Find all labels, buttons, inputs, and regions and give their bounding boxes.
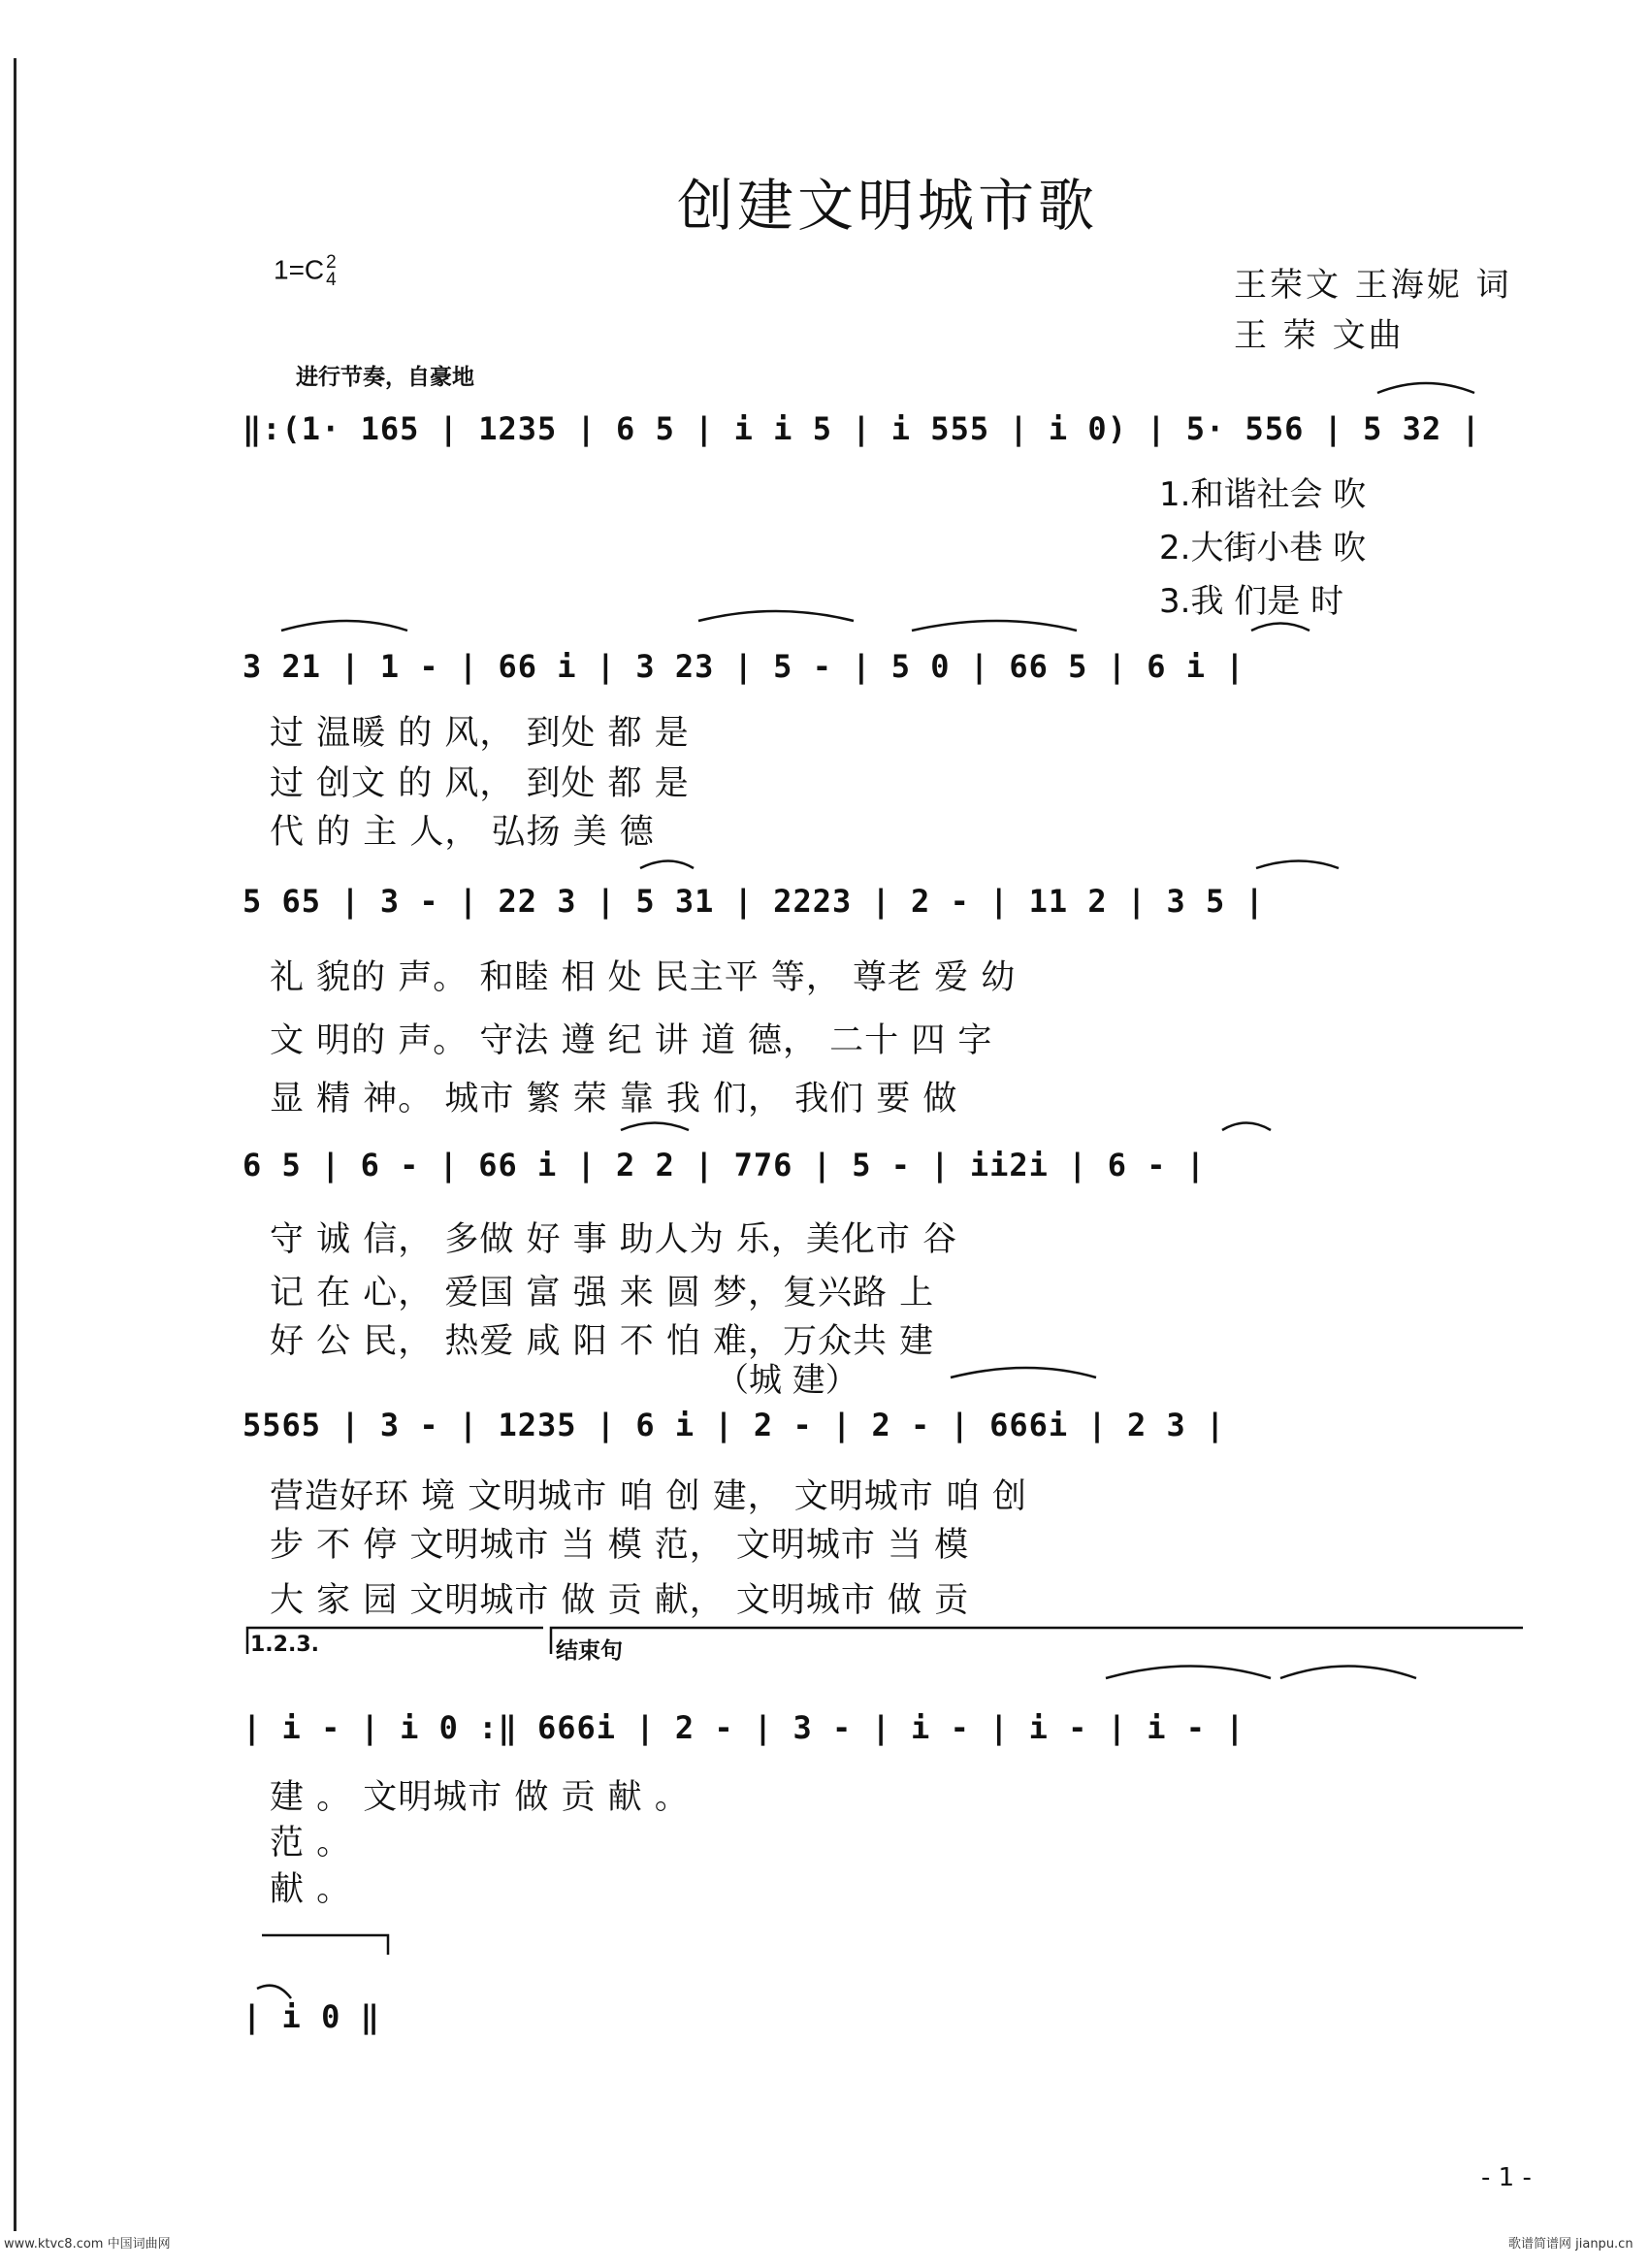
lyric-line: 步 不 停 文明城市 当 模 范， 文明城市 当 模	[270, 1526, 970, 1565]
lyric-line: 记 在 心， 爱国 富 强 来 圆 梦，复兴路 上	[270, 1274, 935, 1312]
footer-left: www.ktvc8.com 中国词曲网	[4, 2237, 171, 2252]
slur	[1251, 624, 1310, 632]
lyric-line: 营造好环 境 文明城市 咱 创 建， 文明城市 咱 创	[270, 1477, 1028, 1516]
ending-label: 结束句	[556, 1638, 623, 1664]
notation-line-4: 6 5 | 6 - | 66 i | 2 2 | 776 | 5 - | ii2i | 6 - |	[242, 1147, 1207, 1183]
slur	[912, 621, 1077, 631]
volta-label: 1.2.3.	[250, 1633, 319, 1657]
lyric-line: 献 。	[270, 1870, 352, 1909]
lyric-line: 过 温暖 的 风， 到处 都 是	[270, 714, 690, 753]
verse-label-2: 2.大街小巷 吹	[1159, 529, 1367, 567]
time-bottom: 4	[326, 270, 337, 290]
lyric-line: 大 家 园 文明城市 做 贡 献， 文明城市 做 贡	[270, 1581, 970, 1620]
slur	[1280, 1667, 1416, 1679]
notation-line-1: ‖:(1· 165 | 1235 | 6 5 | i i 5 | i 555 | i 0) | 5· 556 | 5 32 |	[242, 410, 1481, 447]
lyric-line: 礼 貌的 声。 和睦 相 处 民主平 等， 尊老 爱 幼	[270, 958, 1017, 997]
volta-bracket	[551, 1628, 1523, 1654]
slur	[1222, 1123, 1271, 1131]
lyric-line: 代 的 主 人， 弘扬 美 德	[270, 813, 655, 852]
lyric-line: 过 创文 的 风， 到处 都 是	[270, 764, 690, 803]
lyric-line: 文 明的 声。 守法 遵 纪 讲 道 德， 二十 四 字	[270, 1021, 993, 1060]
verse-label-1: 1.和谐社会 吹	[1159, 475, 1367, 514]
lyricist-credit: 王荣文 王海妮 词	[1234, 266, 1512, 305]
slur	[640, 861, 694, 869]
lyric-line: 好 公 民， 热爱 咸 阳 不 怕 难，万众共 建	[270, 1322, 935, 1361]
slur	[1256, 861, 1339, 869]
page-number: - 1 -	[1481, 2163, 1532, 2192]
slur	[1377, 383, 1474, 393]
song-title: 创建文明城市歌	[676, 173, 1098, 239]
notation-line-5: 5565 | 3 - | 1235 | 6 i | 2 - | 2 - | 666i | 2 3 |	[242, 1407, 1226, 1443]
slur	[951, 1368, 1096, 1377]
lyric-line: 范 。	[270, 1824, 352, 1863]
lyric-line: 守 诚 信， 多做 好 事 助人为 乐，美化市 谷	[270, 1220, 958, 1259]
slur	[621, 1123, 689, 1131]
slur	[281, 621, 407, 631]
tempo-marking: 进行节奏，自豪地	[296, 365, 474, 390]
composer-credit: 王 荣 文曲	[1234, 316, 1405, 355]
lyric-line: 建 。 文明城市 做 贡 献 。	[270, 1778, 690, 1817]
notation-line-6: | i - | i 0 :‖ 666i | 2 - | 3 - | i - | i - | i - |	[242, 1709, 1245, 1746]
key-label: 1=C	[274, 254, 325, 285]
lyric-line: 显 精 神。 城市 繁 荣 靠 我 们， 我们 要 做	[270, 1080, 958, 1118]
notation-line-7: | i 0 ‖	[242, 1998, 380, 2035]
footer-right: 歌谱简谱网 jianpu.cn	[1508, 2237, 1633, 2252]
time-top: 2	[326, 252, 337, 273]
slur	[257, 1986, 291, 1998]
volta-bracket	[247, 1628, 543, 1654]
notation-line-3: 5 65 | 3 - | 22 3 | 5 31 | 2223 | 2 - | 11 2 | 3 5 |	[242, 883, 1265, 920]
verse-label-3: 3.我 们是 时	[1159, 582, 1344, 621]
notation-line-2: 3 21 | 1 - | 66 i | 3 23 | 5 - | 5 0 | 66 5 | 6 i |	[242, 648, 1245, 685]
coda-bracket	[262, 1935, 388, 1955]
slur	[1106, 1667, 1271, 1679]
slur	[698, 611, 854, 621]
lyric-annotation: （城 建）	[716, 1361, 858, 1400]
